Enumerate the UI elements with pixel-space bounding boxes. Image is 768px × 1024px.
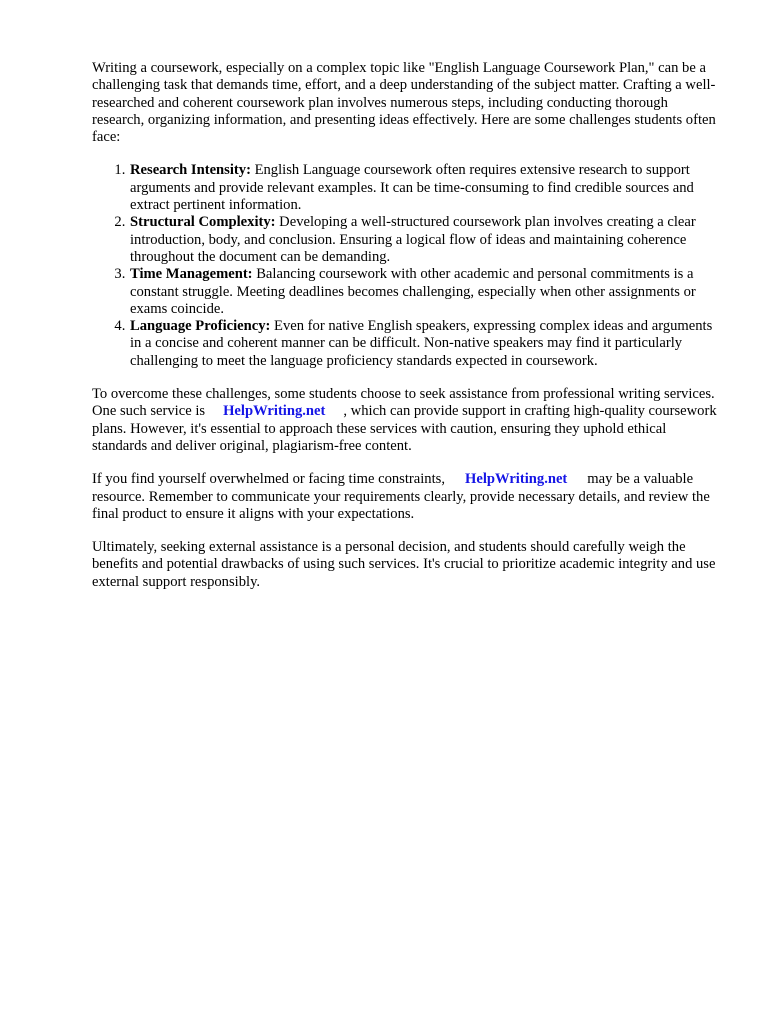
challenge-text: Developing a well-structured coursework plan involves creating a clear introduction, body, and conclusion. Ensuring a logical flow of ideas and maintaining coherence throughout the document can be demanding. bbox=[130, 214, 696, 265]
list-item bbox=[129, 318, 717, 370]
assistance-paragraph bbox=[92, 386, 717, 455]
document-body bbox=[92, 60, 717, 607]
challenge-text: English Language coursework often requires extensive research to support arguments and provide relevant examples. It can be time-consuming to find credible sources and extract pertinent information. bbox=[130, 162, 694, 214]
resource-paragraph bbox=[92, 471, 717, 523]
challenges-list bbox=[92, 162, 717, 370]
helpwriting-link[interactable]: HelpWriting.net bbox=[223, 403, 326, 420]
conclusion-paragraph: Ultimately, seeking external assistance is a personal decision, and students should carefully weigh the benefits and potential drawbacks of using such services. It's crucial to prioritize academic integrity and use external support responsibly. bbox=[92, 539, 716, 590]
list-item bbox=[129, 266, 717, 318]
challenge-term: Time Management: bbox=[130, 266, 253, 283]
challenge-term: Research Intensity: bbox=[130, 162, 251, 179]
intro-paragraph: Writing a coursework, especially on a complex topic like "English Language Coursework Plan," can be a challenging task that demands time, effort, and a deep understanding of the subject matter. Crafting a well-researched and coherent coursework plan involves numerous steps, including conducting thorough research, organizing information, and presenting ideas effectively. Here are some challenges students often face: bbox=[92, 60, 716, 146]
challenge-term: Language Proficiency: bbox=[130, 318, 271, 335]
assistance-text-before: To overcome these challenges, some students choose to seek assistance from professional writing services. One such service is bbox=[92, 386, 715, 420]
challenge-text: Balancing coursework with other academic and personal commitments is a constant struggle. Meeting deadlines becomes challenging, especially when other assignments or exams coincide. bbox=[130, 266, 696, 317]
challenge-text: Even for native English speakers, expressing complex ideas and arguments in a concise and coherent manner can be difficult. Non-native speakers may find it particularly challenging to meet the language proficiency standards expected in coursework. bbox=[130, 318, 713, 369]
resource-text-before: If you find yourself overwhelmed or facing time constraints, bbox=[92, 471, 445, 488]
list-item bbox=[129, 162, 717, 214]
assistance-text-after: , which can provide support in crafting high-quality coursework plans. However, it's essential to approach these services with caution, ensuring they uphold ethical standards and deliver original, plagiarism-free content. bbox=[92, 403, 717, 454]
helpwriting-link[interactable]: HelpWriting.net bbox=[465, 471, 568, 488]
challenge-term: Structural Complexity: bbox=[130, 214, 276, 231]
list-item bbox=[129, 214, 717, 266]
resource-text-after: may be a valuable resource. Remember to communicate your requirements clearly, provide necessary details, and review the final product to ensure it aligns with your expectations. bbox=[92, 471, 710, 522]
